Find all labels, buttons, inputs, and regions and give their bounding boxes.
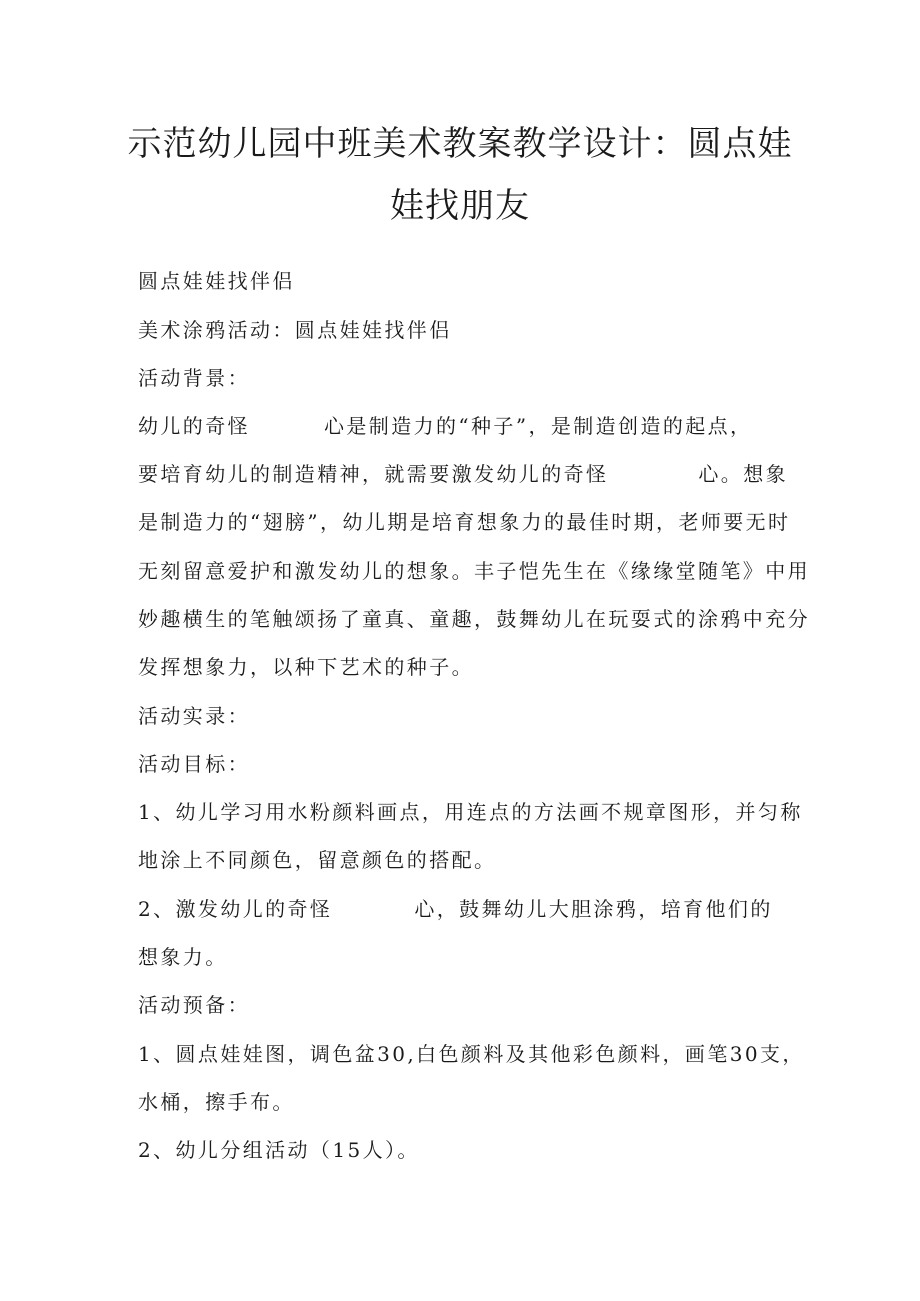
heading-record: 活动实录： [138, 704, 250, 728]
goal-item-2 [138, 895, 773, 923]
heading-background: 活动背景： [138, 366, 250, 390]
goal-item-1: 1、幼儿学习用水粉颜料画点，用连点的方法画不规章图形，并匀称 [138, 800, 803, 824]
paragraph-subtitle: 圆点娃娃找伴侣 [138, 269, 295, 293]
text-segment: 心。想象 [698, 462, 789, 486]
paragraph-line: 无刻留意爱护和激发幼儿的想象。丰子恺先生在《缘缘堂随笔》中用 [138, 559, 810, 583]
goal-item-2-continued: 想象力。 [138, 945, 228, 969]
preparation-item-1: 1、圆点娃娃图，调色盆30,白色颜料及其他彩色颜料，画笔30支， [138, 1042, 805, 1066]
document-title-line-2: 娃找朋友 [390, 186, 530, 226]
paragraph-line: 妙趣横生的笔触颂扬了童真、童趣，鼓舞幼儿在玩耍式的涂鸦中充分 [138, 607, 810, 631]
paragraph-line [138, 412, 752, 440]
preparation-item-1-continued: 水桶，擦手布。 [138, 1090, 295, 1114]
heading-goals: 活动目标： [138, 752, 250, 776]
text-segment: 心，鼓舞幼儿大胆涂鸦，培育他们的 [414, 897, 773, 921]
text-segment: 幼儿的奇怪 [138, 414, 250, 438]
goal-item-1-continued: 地涂上不同颜色，留意颜色的搭配。 [138, 848, 497, 872]
preparation-item-2: 2、幼儿分组活动（15人）。 [138, 1138, 420, 1162]
paragraph-line: 发挥想象力，以种下艺术的种子。 [138, 655, 474, 679]
text-segment: 2、激发幼儿的奇怪 [138, 897, 333, 921]
paragraph-line: 是制造力的“翅膀”，幼儿期是培育想象力的最佳时期，老师要无时 [138, 510, 791, 534]
document-title-line-1: 示范幼儿园中班美术教案教学设计：圆点娃 [127, 124, 793, 164]
heading-preparation: 活动预备： [138, 993, 250, 1017]
text-segment: 要培育幼儿的制造精神，就需要激发幼儿的奇怪 [138, 462, 609, 486]
paragraph-activity-name: 美术涂鸦活动：圆点娃娃找伴侣 [138, 318, 452, 342]
paragraph-line [138, 460, 788, 488]
text-segment: 心是制造力的“种子”，是制造创造的起点， [324, 414, 753, 438]
